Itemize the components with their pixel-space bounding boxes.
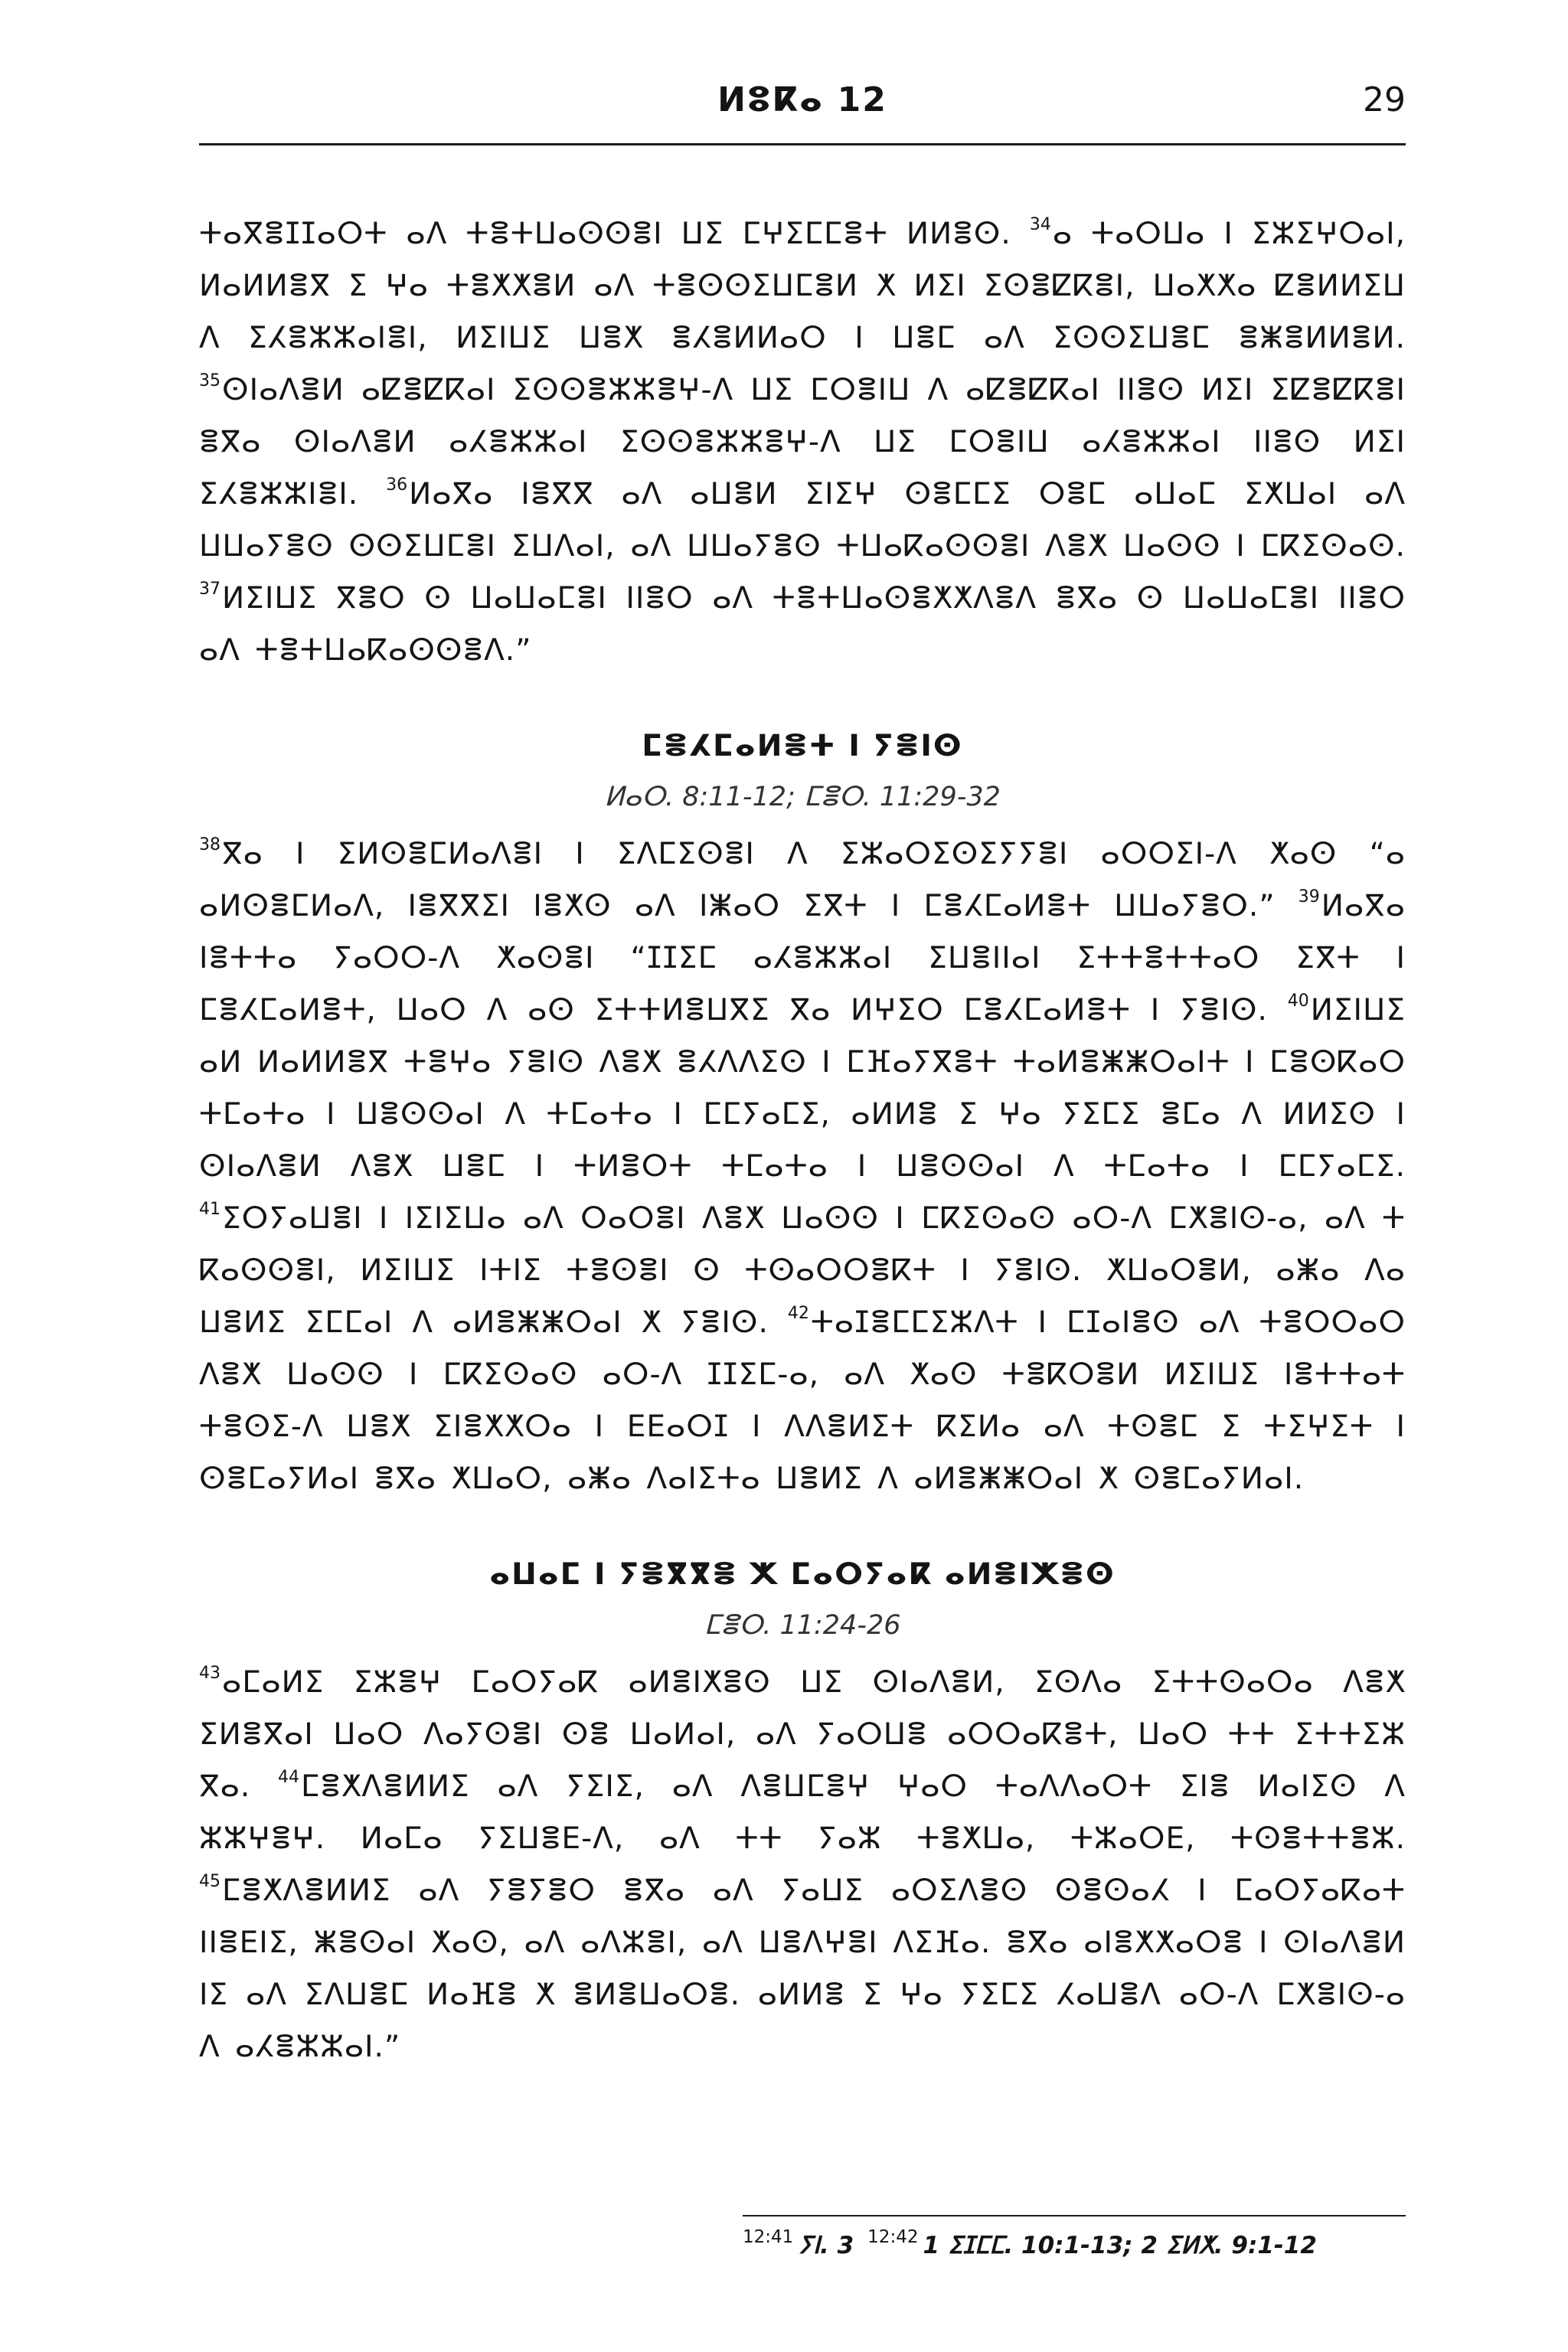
verse-number: 42 (787, 1304, 809, 1323)
verse-number: 34 (1029, 215, 1051, 234)
verse-text: ⴰ ⵜⴰⵔⵡⴰ ⵏ ⵉⵣⵉⵖⵔⴰⵏ, ⵍⴰⵍⵍⴻⴳ ⵉ ⵖⴰ ⵜⴻⵅⵅⴻⵍ ⴰⴷ ⵜⴻⵙⵙⵉⵡⵎⴻⵍ ⵅ ⵍⵉⵏ ⵉⵙⴻⵇⴽⴻⵏ, ⵡⴰⵅⵅⴰ ⵇⴻⵍⵍⵉⵡ ⴷ ⵉⵃⴻⵣⵣⴰⵏⴻⵏ, ⵍⵉⵏⵡⵉ ⵡⴻⵅ ⴻⵃⴻⵍⵍⴰⵔ ⵏ ⵡⴻⵎ ⴰⴷ ⵉⵙⵙⵉⵡⴻⵎ ⴻⵥⴻⵍⵍⴻⵍ. (199, 217, 1406, 355)
main-text (199, 208, 1406, 2073)
verse-number: 39 (1298, 887, 1320, 906)
verse-text: ⵍⵉⵏⵡⵉ ⴳⴻⵔ ⵙ ⵡⴰⵡⴰⵎⴻⵏ ⵏⵏⴻⵔ ⴰⴷ ⵜⴻⵜⵡⴰⵙⴻⵅⵅⴷⴻⴷ ⴻⴳⴰ ⵙ ⵡⴰⵡⴰⵎⴻⵏ ⵏⵏⴻⵔ ⴰⴷ ⵜⴻⵜⵡⴰⴽⴰⵙⵙⴻⴷ.” (199, 581, 1406, 668)
verse-number: 36 (386, 475, 408, 495)
verse-number: 45 (199, 1872, 220, 1891)
section (199, 208, 1406, 677)
verse-number: 40 (1287, 991, 1309, 1011)
section (199, 1550, 1406, 2073)
verse-number: 35 (199, 371, 220, 390)
running-header (199, 74, 1406, 127)
verse-number: 44 (277, 1768, 299, 1787)
paragraph (199, 1657, 1406, 2073)
page (199, 0, 1406, 2352)
verse-text: ⵎⴻⵅⴷⴻⵍⵍⵉ ⴰⴷ ⵢⴻⵢⴻⵔ ⴻⴳⴰ ⴰⴷ ⵢⴰⵡⵉ ⴰⵔⵉⴷⴻⵙ ⵙⴻⵙⴰⵃ ⵏ ⵎⴰⵔⵢⴰⴽⴰⵜ ⵏⵏⴻⴹⵏⵉ, ⵥⴻⵙⴰⵏ ⵅⴰⵙ, ⴰⴷ ⴰⴷⵣⴻⵏ, ⴰⴷ ⵡⴻⴷⵖⴻⵏ ⴷⵉⴼⴰ. ⴻⴳⴰ ⴰⵏⴻⵅⵅⴰⵔⴻ ⵏ ⵙⵏⴰⴷⴻⵍ ⵏⵉ ⴰⴷ ⵉⴷⵡⴻⵎ ⵍⴰⴼⴻ ⵅ ⴻⵍⴻⵡⴰⵔⴻ. ⴰⵍⵍⴻ ⵉ ⵖⴰ ⵢⵉⵎⵉ ⵃⴰⵡⴻⴷ ⴰⵔ-ⴷ ⵎⵅⴻⵏⵙ-ⴰ ⴷ ⴰⵃⴻⵣⵣⴰⵏ.” (199, 1873, 1406, 2064)
verse-text: ⵍⴰⴳⴰ ⵏⴻⴳⴳ ⴰⴷ ⴰⵡⴻⵍ ⵉⵏⵉⵖ ⵙⴻⵎⵎⵉ ⵔⴻⵎ ⴰⵡⴰⵎ ⵉⵅⵡⴰⵏ ⴰⴷ ⵡⵡⴰⵢⴻⵙ ⵙⵙⵉⵡⵎⴻⵏ ⵉⵡⴷⴰⵏ, ⴰⴷ ⵡⵡⴰⵢⴻⵙ ⵜⵡⴰⴽⴰⵙⵙⴻⵏ ⴷⴻⵅ ⵡⴰⵙⵙ ⵏ ⵎⴽⵉⵙⴰⵙ. (199, 477, 1406, 564)
footnotes (743, 2215, 1406, 2262)
verse-text: ⴰⵎⴰⵍⵉ ⵉⵣⴻⵖ ⵎⴰⵔⵢⴰⴽ ⴰⵍⴻⵏⵅⴻⵙ ⵡⵉ ⵙⵏⴰⴷⴻⵍ, ⵉⵙⴷⴰ ⵉⵜⵜⵙⴰⵔⴰ ⴷⴻⵅ ⵉⵍⴻⴳⴰⵏ ⵡⴰⵔ ⴷⴰⵢⵙⴻⵏ ⵙⴻ ⵡⴰⵍⴰⵏ, ⴰⴷ ⵢⴰⵔⵡⴻ ⴰⵔⵔⴰⴽⴻⵜ, ⵡⴰⵔ ⵜⵜ ⵉⵜⵜⵉⵣ ⴳⴰ. (199, 1665, 1406, 1804)
verse-text: ⴳⴰ ⵏ ⵉⵍⵙⴻⵎⵍⴰⴷⴻⵏ ⵏ ⵉⴷⵎⵉⵙⴻⵏ ⴷ ⵉⵣⴰⵔⵉⵙⵉⵢⵢⴻⵏ ⴰⵔⵔⵉⵏ-ⴷ ⵅⴰⵙ “ⴰ ⴰⵍⵙⴻⵎⵍⴰⴷ, ⵏⴻⴳⴳⵉⵏ ⵏⴻⵅⵙ ⴰⴷ ⵏⵥⴰⵔ ⵉⴳⵜ ⵏ ⵎⴻⵃⵎⴰⵍⴻⵜ ⵡⵡⴰⵢⴻⵔ.” (199, 837, 1406, 923)
section (199, 721, 1406, 1505)
verse-number: 43 (199, 1664, 220, 1683)
paragraph (199, 828, 1406, 1505)
verse-text: ⵙⵏⴰⴷⴻⵍ ⴰⵇⴻⵇⴽⴰⵏ ⵉⵙⵙⴻⵣⵣⴻⵖ-ⴷ ⵡⵉ ⵎⵔⴻⵏⵡ ⴷ ⴰⵇⴻⵇⴽⴰⵏ ⵏⵏⴻⵙ ⵍⵉⵏ ⵉⵇⴻⵇⴽⴻⵏ ⴻⴳⴰ ⵙⵏⴰⴷⴻⵍ ⴰⵃⴻⵣⵣⴰⵏ ⵉⵙⵙⴻⵣⵣⴻⵖ-ⴷ ⵡⵉ ⵎⵔⴻⵏⵡ ⴰⵃⴻⵣⵣⴰⵏ ⵏⵏⴻⵙ ⵍⵉⵏ ⵉⵃⴻⵣⵣⵏⴻⵏ. (199, 373, 1406, 511)
cross-reference: ⵎⴻⵔ. 11:24-26 (704, 1610, 901, 1641)
page-number: 29 (1363, 80, 1406, 119)
verse-number: 38 (199, 835, 220, 854)
footnote-mark: 12:42 (867, 2227, 919, 2247)
section-heading: ⴰⵡⴰⵎ ⵏ ⵢⴻⴳⴳⴻ ⵅ ⵎⴰⵔⵢⴰⴽ ⴰⵍⴻⵏⵅⴻⵙ (489, 1557, 1116, 1592)
header-divider (199, 143, 1406, 145)
verse-text: ⵉⵔⵢⴰⵡⴻⵏ ⵏ ⵏⵉⵏⵉⵡⴰ ⴰⴷ ⵔⴰⵔⴻⵏ ⴷⴻⵅ ⵡⴰⵙⵙ ⵏ ⵎⴽⵉⵙⴰⵙ ⴰⵔ-ⴷ ⵎⵅⴻⵏⵙ-ⴰ, ⴰⴷ ⵜ ⴽⴰⵙⵙⴻⵏ, ⵍⵉⵏⵡⵉ ⵏⵜⵏⵉ ⵜⴻⵙⴻⵏ ⵙ ⵜⵙⴰⵔⵔⴻⴽⵜ ⵏ ⵢⴻⵏⵙ. ⵅⵡⴰⵔⴻⵍ, ⴰⵥⴰ ⴷⴰ ⵡⴻⵍⵉ ⵉⵎⵎⴰⵏ ⴷ ⴰⵍⴻⵥⵥⵔⴰⵏ ⵅ ⵢⴻⵏⵙ. (199, 1201, 1406, 1340)
footnote-text: ⵢⵏ. 3 (798, 2232, 854, 2259)
verse-number: 41 (199, 1200, 220, 1219)
book-chapter-title: ⵍⵓⴽⴰ 12 (717, 80, 887, 119)
section-heading: ⵎⴻⵃⵎⴰⵍⴻⵜ ⵏ ⵢⴻⵏⵙ (642, 729, 963, 763)
footnote-line (743, 2229, 1406, 2262)
paragraph (199, 208, 1406, 677)
footnote-text: 1 ⵉⵊⵎⵎ. 10:1-13; 2 ⵉⵍⵅ. 9:1-12 (923, 2232, 1317, 2259)
cross-reference: ⵍⴰⵔ. 8:11-12; ⵎⴻⵔ. 11:29-32 (604, 782, 1001, 812)
verse-text: ⵜⴰⵊⴻⵎⵎⵉⵣⴷⵜ ⵏ ⵎⵊⴰⵏⴻⵙ ⴰⴷ ⵜⴻⵔⵔⴰⵔ ⴷⴻⵅ ⵡⴰⵙⵙ ⵏ ⵎⴽⵉⵙⴰⵙ ⴰⵔ-ⴷ ⵊⵊⵉⵎ-ⴰ, ⴰⴷ ⵅⴰⵙ ⵜⴻⴽⵔⴻⵍ ⵍⵉⵏⵡⵉ ⵏⴻⵜⵜⴰⵜ ⵜⴻⵙⵉ-ⴷ ⵡⴻⵅ ⵉⵏⴻⵅⵅⵔⴰ ⵏ ⴹⴹⴰⵔⵊ ⵏ ⴷⴷⴻⵍⵉⵜ ⴽⵉⵍⴰ ⴰⴷ ⵜⵙⴻⵎ ⵉ ⵜⵉⵖⵉⵜ ⵏ ⵙⴻⵎⴰⵢⵍⴰⵏ ⴻⴳⴰ ⵅⵡⴰⵔ, ⴰⵥⴰ ⴷⴰⵏⵉⵜⴰ ⵡⴻⵍⵉ ⴷ ⴰⵍⴻⵥⵥⵔⴰⵏ ⵅ ⵙⴻⵎⴰⵢⵍⴰⵏ. (199, 1305, 1406, 1496)
verse-text: ⵜⴰⴳⴻⵊⵊⴰⵔⵜ ⴰⴷ ⵜⴻⵜⵡⴰⵙⵙⴻⵏ ⵡⵉ ⵎⵖⵉⵎⵎⴻⵜ ⵍⵍⴻⵙ. (199, 217, 1030, 251)
verse-text: ⵍⵉⵏⵡⵉ ⴰⵍ ⵍⴰⵍⵍⴻⴳ ⵜⴻⵖⴰ ⵢⴻⵏⵙ ⴷⴻⵅ ⴻⵃⴷⴷⵉⵙ ⵏ ⵎⴼⴰⵢⴳⴻⵜ ⵜⴰⵍⴻⵥⵥⵔⴰⵏⵜ ⵏ ⵎⴻⵙⴽⴰⵔ ⵜⵎⴰⵜⴰ ⵏ ⵡⴻⵙⵙⴰⵏ ⴷ ⵜⵎⴰⵜⴰ ⵏ ⵎⵎⵢⴰⵎⵉ, ⴰⵍⵍⴻ ⵉ ⵖⴰ ⵢⵉⵎⵉ ⴻⵎⴰ ⴷ ⵍⵍⵉⵙ ⵏ ⵙⵏⴰⴷⴻⵍ ⴷⴻⵅ ⵡⴻⵎ ⵏ ⵜⵍⴻⵔⵜ ⵜⵎⴰⵜⴰ ⵏ ⵡⴻⵙⵙⴰⵏ ⴷ ⵜⵎⴰⵜⴰ ⵏ ⵎⵎⵢⴰⵎⵉ. (199, 993, 1406, 1184)
verse-text: ⵍⴰⴳⴰ ⵏⴻⵜⵜⴰ ⵢⴰⵔⵔ-ⴷ ⵅⴰⵙⴻⵏ “ⵊⵊⵉⵎ ⴰⵃⴻⵣⵣⴰⵏ ⵉⵡⴻⵏⵏⴰⵏ ⵉⵜⵜⴻⵜⵜⴰⵔ ⵉⴳⵜ ⵏ ⵎⴻⵃⵎⴰⵍⴻⵜ, ⵡⴰⵔ ⴷ ⴰⵙ ⵉⵜⵜⵍⴻⵡⴳⵉ ⴳⴰ ⵍⵖⵉⵔ ⵎⴻⵃⵎⴰⵍⴻⵜ ⵏ ⵢⴻⵏⵙ. (199, 889, 1406, 1027)
verse-number: 37 (199, 580, 220, 599)
footnote-mark: 12:41 (743, 2227, 794, 2247)
footnote-divider (743, 2215, 1406, 2216)
verse-text: ⵎⴻⵅⴷⴻⵍⵍⵉ ⴰⴷ ⵢⵉⵏⵉ, ⴰⴷ ⴷⴻⵡⵎⴻⵖ ⵖⴰⵔ ⵜⴰⴷⴷⴰⵔⵜ ⵉⵏⴻ ⵍⴰⵏⵉⵙ ⴷ ⵣⵣⵖⴻⵖ. ⵍⴰⵎⴰ ⵢⵉⵡⴻⴹ-ⴷ, ⴰⴷ ⵜⵜ ⵢⴰⵣ ⵜⴻⵅⵡⴰ, ⵜⵣⴰⵔⴹ, ⵜⵙⴻⵜⵜⴻⵣ. (199, 1769, 1406, 1856)
